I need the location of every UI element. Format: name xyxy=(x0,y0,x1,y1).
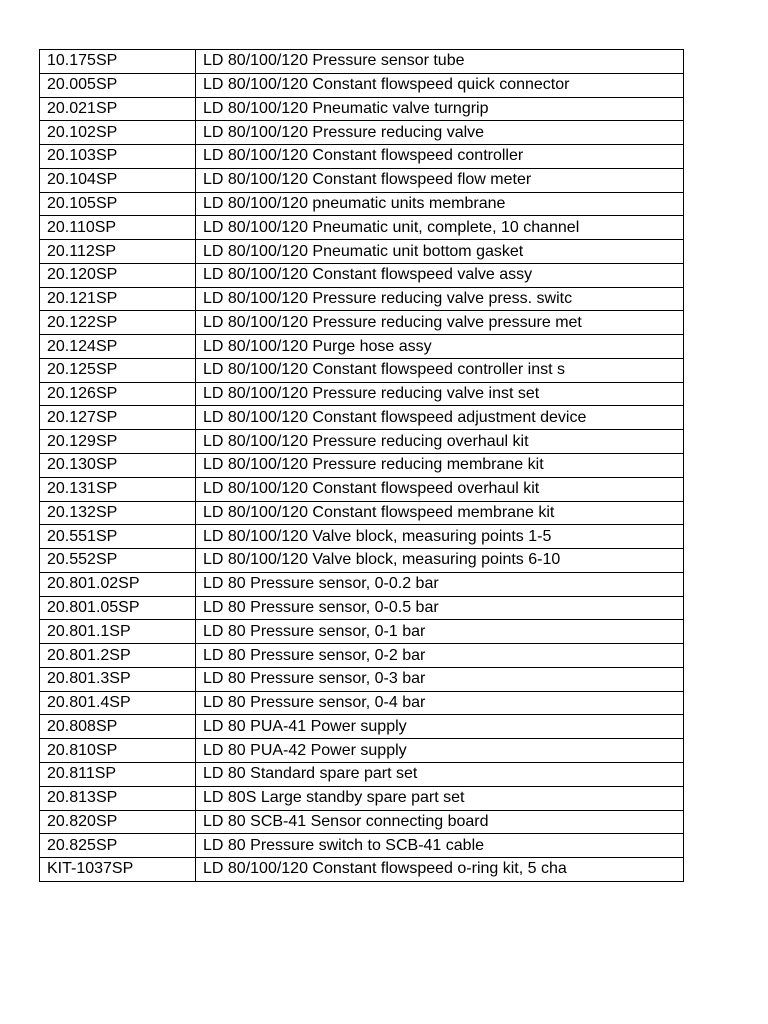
table-row xyxy=(40,549,684,573)
spare-parts-table-body xyxy=(40,50,684,882)
table-row xyxy=(40,762,684,786)
part-number-cell: 20.110SP xyxy=(40,216,196,240)
table-row xyxy=(40,501,684,525)
part-description-cell: LD 80/100/120 Valve block, measuring points 1-5 xyxy=(196,525,684,549)
part-description-cell: LD 80S Large standby spare part set xyxy=(196,786,684,810)
part-description-cell: LD 80/100/120 Constant flowspeed overhaul kit xyxy=(196,477,684,501)
part-number-cell: 20.120SP xyxy=(40,263,196,287)
part-number-cell: 20.104SP xyxy=(40,168,196,192)
part-number-cell: 20.808SP xyxy=(40,715,196,739)
table-row xyxy=(40,596,684,620)
part-description-cell: LD 80 Pressure sensor, 0-3 bar xyxy=(196,667,684,691)
part-description-cell: LD 80/100/120 Pressure reducing valve pressure met xyxy=(196,311,684,335)
part-description-cell: LD 80/100/120 Constant flowspeed controller xyxy=(196,145,684,169)
table-row xyxy=(40,834,684,858)
table-row xyxy=(40,145,684,169)
table-row xyxy=(40,97,684,121)
table-row xyxy=(40,121,684,145)
part-number-cell: 20.551SP xyxy=(40,525,196,549)
part-description-cell: LD 80 Pressure sensor, 0-2 bar xyxy=(196,644,684,668)
part-number-cell: 20.813SP xyxy=(40,786,196,810)
table-row xyxy=(40,644,684,668)
table-row xyxy=(40,168,684,192)
part-number-cell: 20.125SP xyxy=(40,358,196,382)
part-number-cell: 20.102SP xyxy=(40,121,196,145)
part-number-cell: 20.810SP xyxy=(40,739,196,763)
part-description-cell: LD 80/100/120 Pneumatic unit bottom gasket xyxy=(196,240,684,264)
part-number-cell: 20.129SP xyxy=(40,430,196,454)
table-row xyxy=(40,620,684,644)
part-description-cell: LD 80/100/120 pneumatic units membrane xyxy=(196,192,684,216)
table-row xyxy=(40,715,684,739)
table-row xyxy=(40,454,684,478)
part-number-cell: 20.112SP xyxy=(40,240,196,264)
table-row xyxy=(40,311,684,335)
table-row xyxy=(40,382,684,406)
part-description-cell: LD 80 SCB-41 Sensor connecting board xyxy=(196,810,684,834)
table-row xyxy=(40,192,684,216)
table-row xyxy=(40,810,684,834)
part-number-cell: 20.820SP xyxy=(40,810,196,834)
part-description-cell: LD 80/100/120 Pressure reducing membrane kit xyxy=(196,454,684,478)
part-number-cell: 20.127SP xyxy=(40,406,196,430)
part-number-cell: 20.122SP xyxy=(40,311,196,335)
part-description-cell: LD 80/100/120 Constant flowspeed controller inst s xyxy=(196,358,684,382)
table-row xyxy=(40,406,684,430)
part-number-cell: 20.121SP xyxy=(40,287,196,311)
part-description-cell: LD 80/100/120 Constant flowspeed valve assy xyxy=(196,263,684,287)
part-number-cell: 20.825SP xyxy=(40,834,196,858)
part-number-cell: 20.552SP xyxy=(40,549,196,573)
part-description-cell: LD 80/100/120 Constant flowspeed quick connector xyxy=(196,73,684,97)
part-number-cell: 20.811SP xyxy=(40,762,196,786)
part-description-cell: LD 80/100/120 Pressure reducing valve inst set xyxy=(196,382,684,406)
part-description-cell: LD 80 Pressure sensor, 0-0.5 bar xyxy=(196,596,684,620)
table-row xyxy=(40,263,684,287)
part-description-cell: LD 80/100/120 Pneumatic valve turngrip xyxy=(196,97,684,121)
part-number-cell: 20.132SP xyxy=(40,501,196,525)
table-row xyxy=(40,477,684,501)
part-number-cell: 20.021SP xyxy=(40,97,196,121)
part-description-cell: LD 80 Pressure switch to SCB-41 cable xyxy=(196,834,684,858)
part-number-cell: KIT-1037SP xyxy=(40,858,196,882)
table-row xyxy=(40,240,684,264)
part-description-cell: LD 80 PUA-41 Power supply xyxy=(196,715,684,739)
part-number-cell: 20.801.05SP xyxy=(40,596,196,620)
table-row xyxy=(40,50,684,74)
table-row xyxy=(40,358,684,382)
table-row xyxy=(40,525,684,549)
part-description-cell: LD 80/100/120 Constant flowspeed adjustment device xyxy=(196,406,684,430)
part-number-cell: 20.801.1SP xyxy=(40,620,196,644)
part-number-cell: 20.005SP xyxy=(40,73,196,97)
part-description-cell: LD 80/100/120 Pressure reducing valve xyxy=(196,121,684,145)
table-row xyxy=(40,287,684,311)
table-row xyxy=(40,858,684,882)
table-row xyxy=(40,786,684,810)
table-row xyxy=(40,335,684,359)
part-number-cell: 20.801.4SP xyxy=(40,691,196,715)
part-number-cell: 20.801.02SP xyxy=(40,572,196,596)
spare-parts-table xyxy=(39,49,684,882)
part-description-cell: LD 80/100/120 Constant flowspeed membrane kit xyxy=(196,501,684,525)
table-row xyxy=(40,73,684,97)
table-row xyxy=(40,691,684,715)
part-description-cell: LD 80 Pressure sensor, 0-4 bar xyxy=(196,691,684,715)
part-number-cell: 20.105SP xyxy=(40,192,196,216)
table-row xyxy=(40,739,684,763)
part-number-cell: 20.124SP xyxy=(40,335,196,359)
part-number-cell: 20.801.2SP xyxy=(40,644,196,668)
part-description-cell: LD 80 Pressure sensor, 0-1 bar xyxy=(196,620,684,644)
part-number-cell: 20.130SP xyxy=(40,454,196,478)
part-number-cell: 10.175SP xyxy=(40,50,196,74)
part-description-cell: LD 80/100/120 Constant flowspeed o-ring kit, 5 cha xyxy=(196,858,684,882)
part-number-cell: 20.126SP xyxy=(40,382,196,406)
part-description-cell: LD 80/100/120 Valve block, measuring points 6-10 xyxy=(196,549,684,573)
part-number-cell: 20.103SP xyxy=(40,145,196,169)
part-description-cell: LD 80/100/120 Pressure reducing overhaul kit xyxy=(196,430,684,454)
part-description-cell: LD 80/100/120 Pressure reducing valve press. switc xyxy=(196,287,684,311)
part-number-cell: 20.801.3SP xyxy=(40,667,196,691)
part-description-cell: LD 80/100/120 Pressure sensor tube xyxy=(196,50,684,74)
table-row xyxy=(40,572,684,596)
table-row xyxy=(40,667,684,691)
table-row xyxy=(40,216,684,240)
part-description-cell: LD 80 Pressure sensor, 0-0.2 bar xyxy=(196,572,684,596)
part-description-cell: LD 80/100/120 Constant flowspeed flow meter xyxy=(196,168,684,192)
part-description-cell: LD 80 Standard spare part set xyxy=(196,762,684,786)
part-description-cell: LD 80 PUA-42 Power supply xyxy=(196,739,684,763)
part-description-cell: LD 80/100/120 Pneumatic unit, complete, 10 channel xyxy=(196,216,684,240)
part-number-cell: 20.131SP xyxy=(40,477,196,501)
table-row xyxy=(40,430,684,454)
part-description-cell: LD 80/100/120 Purge hose assy xyxy=(196,335,684,359)
